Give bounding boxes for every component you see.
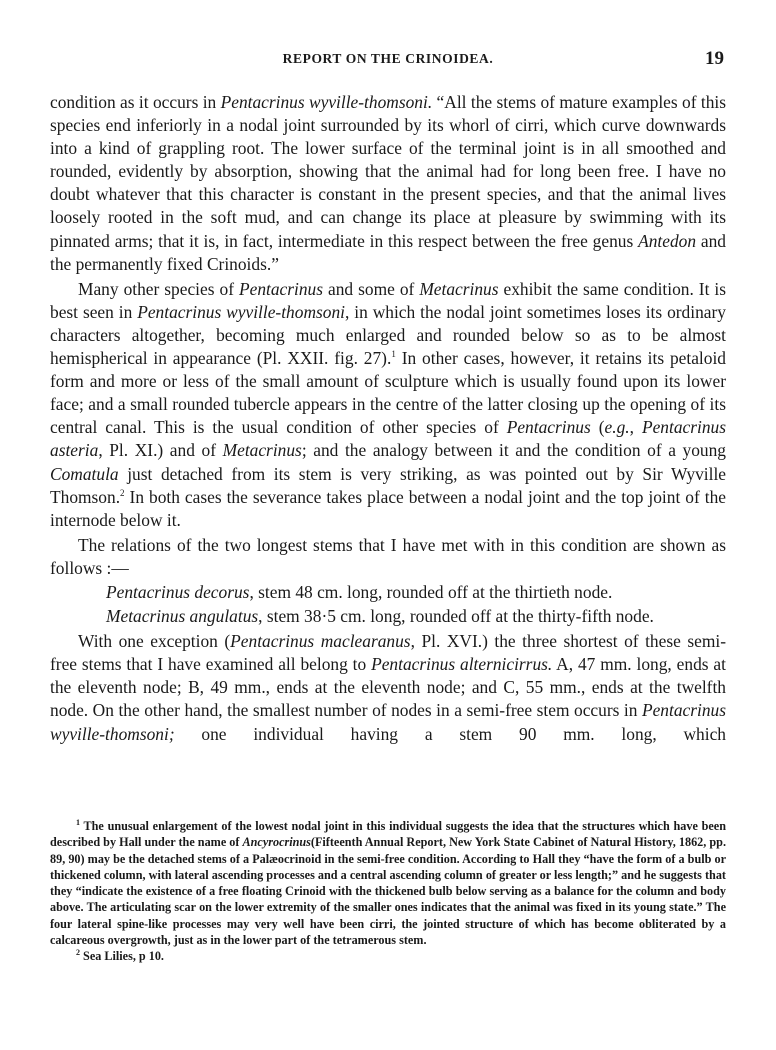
italic-term: Pentacrinus wyville-thomsoni	[137, 301, 345, 322]
text-run: , in which the nodal joint sometimes loses its ordinary characters altogether, becoming much enlarged and rounded below so as to be almost hemispherical in appearance (Pl. XXII. fig. 27).	[50, 301, 726, 369]
page-number: 19	[705, 48, 724, 69]
footnote-marker: 2	[76, 948, 80, 958]
italic-term: Pentacrinus alternicirrus.	[371, 654, 553, 675]
footnote-2	[50, 948, 726, 964]
paragraph-pentacrinus-condition	[50, 278, 726, 532]
species-entry-metacrinus-angulatus	[50, 605, 726, 628]
text-run: ; and the analogy between it and the condition of a young	[301, 440, 727, 461]
italic-term: Ancyrocrinus	[242, 835, 311, 850]
footnote-marker: 1	[76, 818, 80, 827]
text-run: , Pl. XVI.) the three shortest of these semi-free stems that I have examined all belong to	[50, 631, 726, 675]
species-entry-pentacrinus-decorus	[50, 581, 726, 604]
italic-term: Pentacrinus	[238, 278, 324, 299]
text-run: one individual having a stem 90 mm. long, which	[174, 723, 726, 744]
text-run: Sea Lilies, p 10.	[80, 949, 164, 964]
running-head	[50, 48, 726, 72]
text-run: and some of	[323, 278, 420, 299]
text-run: (Fifteenth Annual Report, New York State Cabinet of Natural History, 1862, pp. 89, 90) may be the detached stems of a Palæocrinoid in the semi-free condition. According to Hall they “have the form of a bulb or thickened column, with lateral ascending processes and a central ascending column of greater or less length;” and he suggests that they “indicate the existence of a free floating Crinoid with the thickened bulb below serving as a balance for the column and body above. The articulating scar on the lower extremity of the smaller ones indicates that the animal was fixed in its young state.” The four lateral spine-like processes may very well have been cirri, the jointed structure of which has become obliterated by a calcareous overgrowth, just as in the lower part of the tetramerous stem.	[50, 835, 726, 948]
italic-term: Pentacrinus maclearanus	[230, 631, 411, 652]
text-run: , stem 48 cm. long, rounded off at the thirtieth node.	[249, 581, 613, 602]
text-run: condition as it occurs in	[50, 92, 221, 112]
italic-term: Pentacrinus decorus	[106, 581, 250, 602]
text-run: The relations of the two longest stems that I have met with in this condition are shown as follows :—	[50, 534, 726, 578]
text-run: and the permanently fixed Crinoids.”	[50, 230, 726, 274]
italic-term: Pentacrinus wyville-thomsoni;	[50, 700, 726, 744]
footnote-1	[50, 818, 726, 948]
body-text	[50, 91, 726, 746]
text-run: In other cases, however, it retains its petaloid form and more or less of the small amount of sculpture which is usually found upon its lower face; and a small rounded tubercle appears in the centre of the latter closing up the opening of its central canal. This is the usual condition of other species of	[50, 348, 726, 438]
text-run: exhibit the same condition. It is best seen in	[50, 278, 727, 322]
text-run: “All the stems of mature examples of this species end inferiorly in a nodal joint surrounded by its whorl of cirri, which curve downwards into a kind of grappling root. The lower surface of the terminal joint is in all smoothed and rounded, evidently by absorption, showing that the animal had for long been free. I have no doubt whatever that this character is constant in the present species, and that the animal lives loosely rooted in the soft mud, and can change its place at pleasure by swimming with its pinnated arms; that it is, in fact, intermediate in this respect between the free genus	[50, 92, 726, 251]
italic-term: Antedon	[638, 230, 697, 251]
paragraph-continuation	[50, 91, 726, 276]
text-run: just detached from its stem is very striking, as was pointed out by Sir Wyville Thomson.	[50, 463, 726, 507]
running-title: REPORT ON THE CRINOIDEA.	[282, 51, 494, 66]
italic-term: Pentacrinus asteria	[50, 417, 726, 461]
footnotes	[50, 818, 726, 965]
text-run: Many other species of	[78, 278, 239, 299]
italic-term: Pentacrinus	[506, 417, 591, 438]
italic-term: Comatula	[50, 463, 119, 484]
text-run: (	[590, 417, 605, 438]
text-run: In both cases the severance takes place between a nodal joint and the top joint of the internode below it.	[50, 486, 726, 530]
text-run: With one exception (	[78, 631, 231, 652]
text-run: ,	[629, 417, 642, 438]
footnote-marker: 2	[120, 487, 125, 498]
text-run: , stem 38·5 cm. long, rounded off at the thirty-fifth node.	[258, 606, 654, 627]
italic-term: e.g.	[604, 417, 630, 438]
footnote-marker: 1	[391, 349, 396, 360]
italic-term: Pentacrinus wyville-thomsoni.	[220, 92, 433, 112]
text-run: , Pl. XI.) and of	[98, 440, 223, 461]
paragraph-shortest-stems	[50, 630, 726, 745]
text-run: The unusual enlargement of the lowest nodal joint in this individual suggests the idea that the structures which have been described by Hall under the name of	[50, 819, 726, 850]
italic-term: Metacrinus angulatus	[106, 606, 259, 627]
paragraph-longest-stems	[50, 534, 726, 580]
text-run: A, 47 mm. long, ends at the eleventh node; B, 49 mm., ends at the eleventh node; and C, 55 mm., ends at the twelfth node. On the other hand, the smallest number of nodes in a semi-free stem occurs in	[50, 654, 726, 721]
italic-term: Metacrinus	[222, 440, 302, 461]
italic-term: Metacrinus	[419, 278, 499, 299]
